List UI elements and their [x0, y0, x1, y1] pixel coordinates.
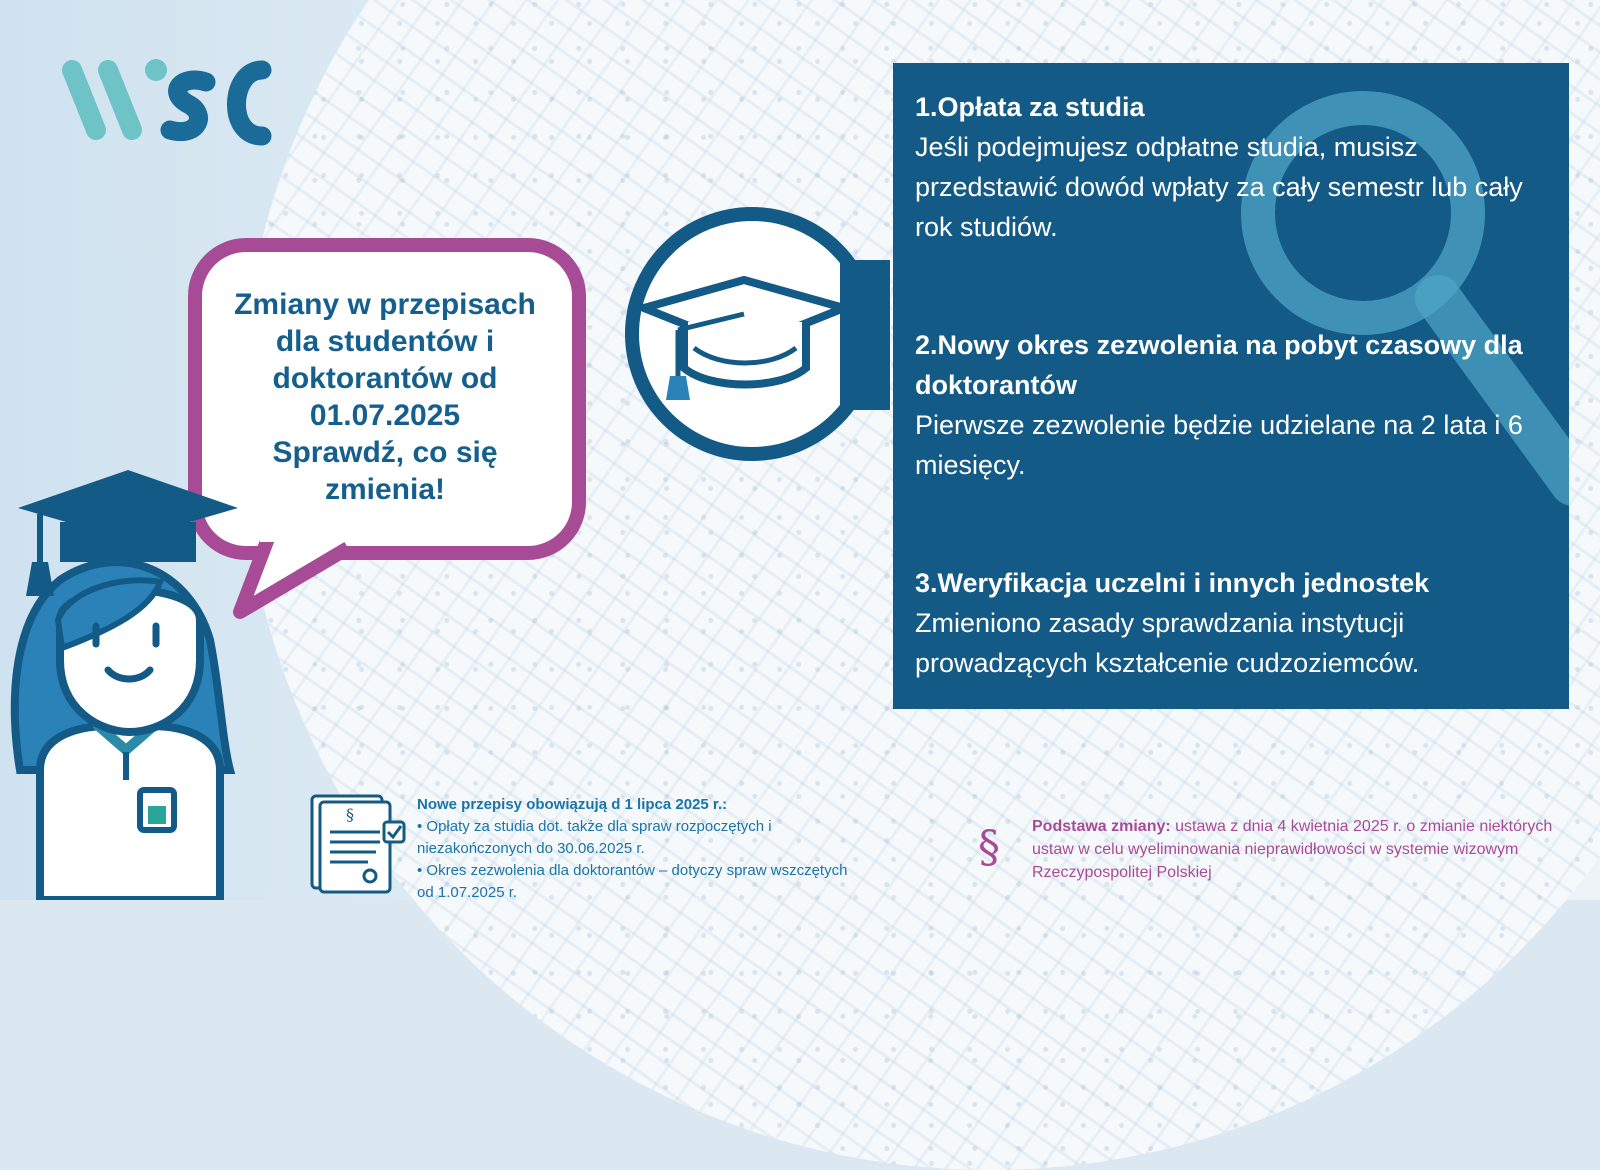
headline-line: doktorantów od: [272, 362, 498, 395]
headline-line: zmienia!: [324, 473, 446, 506]
document-paragraph-icon: [306, 792, 406, 896]
notes-line: niezakończonych do 30.06.2025 r.: [417, 840, 645, 857]
legal-basis-label: Podstawa zmiany:: [1032, 818, 1171, 835]
legal-basis: [1032, 815, 1572, 884]
info-item-body: Jeśli podejmujesz odpłatne studia, musisz przedstawić dowód wpłaty za cały semestr lub cały rok studiów.: [915, 132, 1523, 242]
graduation-cap-icon: [620, 198, 890, 473]
info-item-title: 3.Weryfikacja uczelni i innych jednostek: [915, 568, 1430, 598]
notes-line: • Okres zezwolenia dla doktorantów – dotyczy spraw wszczętych: [417, 862, 848, 879]
wsc-logo: [58, 52, 288, 152]
info-item-fee: [915, 87, 1559, 247]
info-item-body: Pierwsze zezwolenie będzie udzielane na 2 lata i 6 miesięcy.: [915, 410, 1523, 480]
headline-line: Sprawdź, co się: [272, 436, 498, 469]
info-item-permit: [915, 325, 1559, 485]
headline-line: 01.07.2025: [309, 399, 461, 432]
headline-line: dla studentów i: [275, 325, 495, 358]
notes-heading: Nowe przepisy obowiązują d 1 lipca 2025 r.:: [417, 796, 728, 813]
notes-line: • Opłaty za studia dot. także dla spraw rozpoczętych i: [417, 818, 772, 835]
info-item-verification: [915, 563, 1559, 683]
info-panel: [893, 63, 1569, 709]
effective-date-notes: [417, 794, 917, 904]
legal-basis-text: ustawa z dnia 4 kwietnia 2025 r. o zmianie niektórych ustaw w celu wyeliminowania nieprawidłowości w systemie wizowym Rzeczypospolitej Polskiej: [1032, 818, 1553, 881]
svg-text:§: §: [346, 805, 354, 824]
info-item-body: Zmieniono zasady sprawdzania instytucji prowadzących kształcenie cudzoziemców.: [915, 608, 1420, 678]
info-item-title: 1.Opłata za studia: [915, 92, 1145, 122]
paragraph-icon: §: [978, 822, 1000, 873]
student-avatar: [0, 470, 250, 900]
info-item-title: 2.Nowy okres zezwolenia na pobyt czasowy dla doktorantów: [915, 330, 1523, 400]
notes-line: od 1.07.2025 r.: [417, 884, 518, 901]
headline-line: Zmiany w przepisach: [234, 288, 536, 321]
headline: [210, 286, 560, 508]
